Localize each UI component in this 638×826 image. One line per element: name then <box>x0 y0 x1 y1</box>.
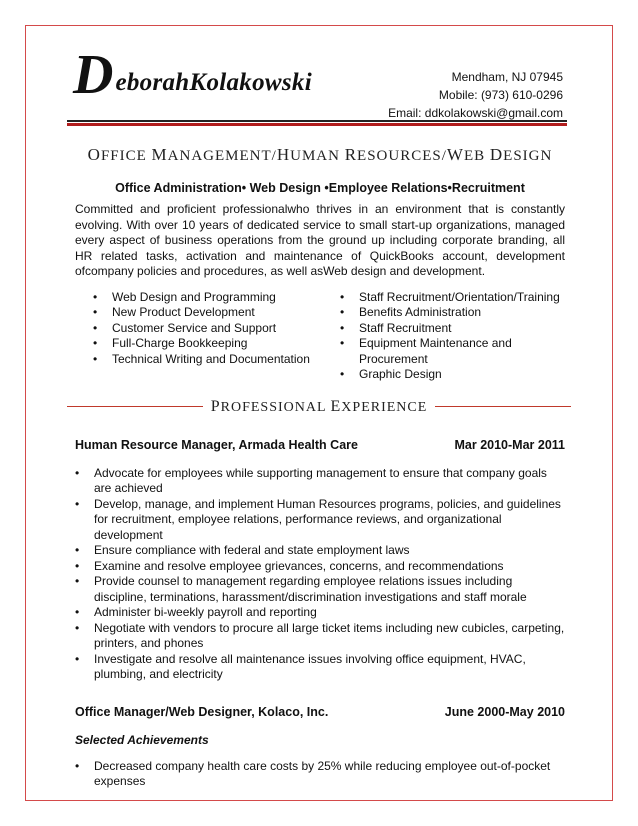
job-achievements <box>75 759 565 790</box>
contact-mobile: Mobile: (973) 610-0296 <box>438 88 563 102</box>
title-part: WEB <box>446 145 490 164</box>
skills-list <box>75 290 565 383</box>
job-duty-item: • Ensure compliance with federal and state employment laws <box>75 543 565 559</box>
achievement-item: • Decreased company health care costs by 25% while reducing employee out-of-pocket expenses <box>75 759 565 790</box>
title-part: HUMAN <box>276 145 345 164</box>
skills-column-2 <box>340 290 565 383</box>
achievements-subhead: Selected Achievements <box>75 732 209 747</box>
job-title: Office Manager/Web Designer, Kolaco, Inc. <box>75 704 329 719</box>
header-rule-black <box>67 120 567 122</box>
title-part: MANAGEMENT/ <box>151 145 277 164</box>
skill-item: • Equipment Maintenance and Procurement <box>340 336 565 367</box>
skill-item: • Benefits Administration <box>340 305 565 321</box>
name-rest: eborahKolakowski <box>115 69 312 96</box>
resume-document <box>75 40 565 790</box>
focus-areas: Office Administration• Web Design •Employee Relations•Recruitment <box>115 181 525 195</box>
contact-address: Mendham, NJ 07945 <box>451 70 563 84</box>
job-duty-item: • Administer bi-weekly payroll and reporting <box>75 605 565 621</box>
job-header <box>75 438 565 452</box>
skill-item: • Technical Writing and Documentation <box>93 352 340 368</box>
skill-item: • Staff Recruitment/Orientation/Training <box>340 290 565 306</box>
title-part: OFFICE <box>87 145 152 164</box>
resume-header <box>75 40 565 125</box>
job-duty-item: • Negotiate with vendors to procure all large ticket items including new cubicles, carpeting, printers, and phones <box>75 621 565 652</box>
applicant-name <box>73 44 312 106</box>
skill-item: • Graphic Design <box>340 367 565 383</box>
job-dates: June 2000-May 2010 <box>444 704 565 719</box>
job-dates: Mar 2010-Mar 2011 <box>454 437 565 452</box>
job-duty-item: • Provide counsel to management regarding employee relations issues including discipline, terminations, harassment/discrimination investigations and staff morale <box>75 574 565 605</box>
resume-title <box>75 145 565 165</box>
job-header <box>75 705 565 719</box>
name-initial: D <box>73 44 114 106</box>
skill-item: • Full-Charge Bookkeeping <box>93 336 340 352</box>
job-duty-item: • Investigate and resolve all maintenance issues involving office equipment, HVAC, plumbing, and electricity <box>75 652 565 683</box>
title-part: RESOURCES/ <box>344 145 447 164</box>
skill-item: • Staff Recruitment <box>340 321 565 337</box>
header-rule-red <box>67 123 567 126</box>
title-part: DESIGN <box>489 145 553 164</box>
summary-paragraph: Committed and proficient professionalwho thrives in an environment that is constantly evolving. With over 10 years of dedicated service to small start-up organizations, managed every aspect of business operations from the ground up including corporate branding, all HR related tasks, activation and maintenance of QuickBooks account, development ofcompany policies and procedures, as well asWeb design and development. <box>75 202 565 278</box>
skill-item: • Customer Service and Support <box>93 321 340 337</box>
skill-item: • New Product Development <box>93 305 340 321</box>
experience-heading <box>75 398 565 416</box>
contact-email[interactable]: Email: ddkolakowski@gmail.com <box>388 106 563 120</box>
skill-item: • Web Design and Programming <box>93 290 340 306</box>
job-title: Human Resource Manager, Armada Health Care <box>75 437 358 452</box>
heading-rule-right <box>435 406 571 407</box>
experience-heading-text: PROFESSIONAL EXPERIENCE <box>210 397 428 415</box>
job-duty-item: • Examine and resolve employee grievances, concerns, and recommendations <box>75 559 565 575</box>
job-duty-item: • Advocate for employees while supporting management to ensure that company goals are achieved <box>75 466 565 497</box>
skills-column-1 <box>75 290 340 383</box>
contact-block <box>388 68 563 122</box>
job-duty-item: • Develop, manage, and implement Human Resources programs, policies, and guidelines for recruitment, employee relations, performance reviews, and organizational development <box>75 497 565 544</box>
job-duties <box>75 466 565 683</box>
heading-rule-left <box>67 406 203 407</box>
